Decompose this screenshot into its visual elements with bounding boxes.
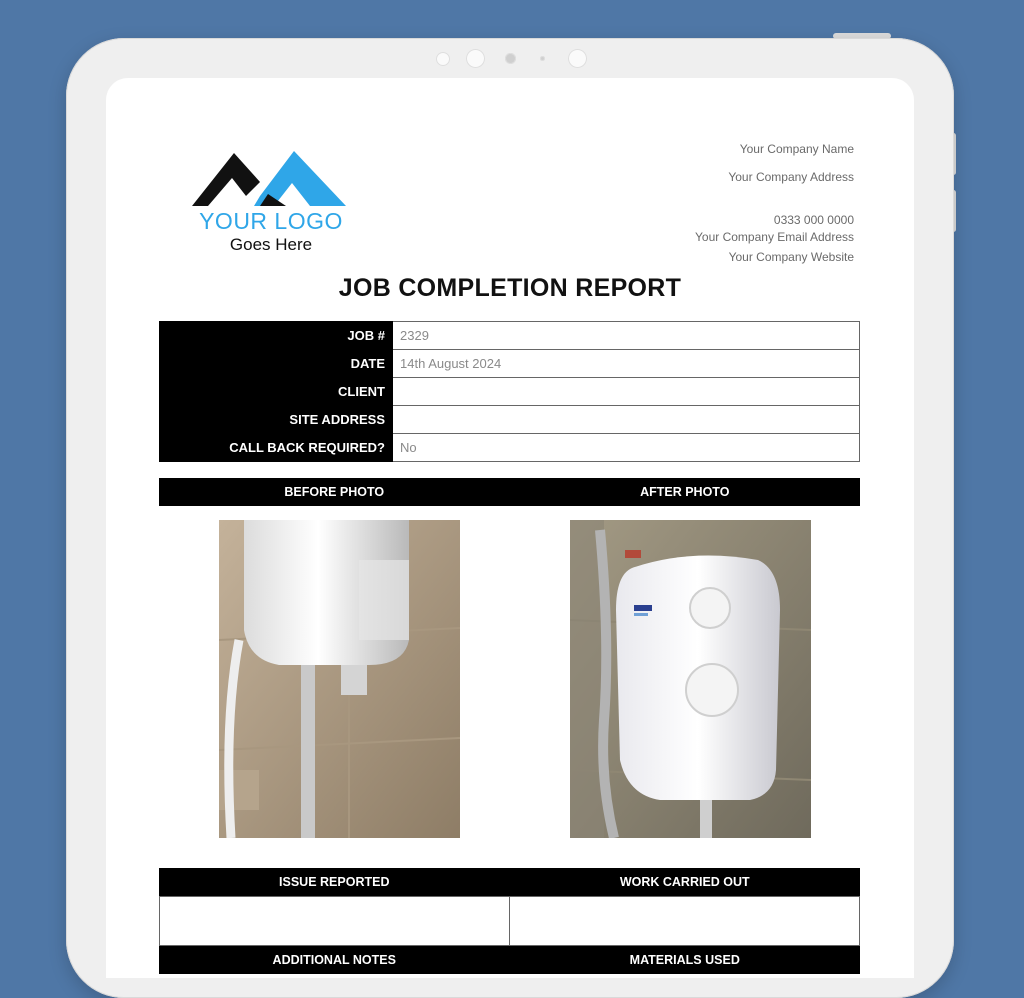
notes-materials-header-bar — [159, 946, 860, 974]
materials-used-label: MATERIALS USED — [629, 953, 740, 967]
table-row — [160, 350, 860, 378]
table-row — [160, 322, 860, 350]
field-label: JOB # — [160, 322, 393, 350]
issue-reported-field[interactable] — [160, 897, 509, 945]
field-label: CLIENT — [160, 378, 393, 406]
logo-text-primary: YOUR LOGO — [199, 208, 343, 234]
document-page — [106, 78, 914, 978]
company-website: Your Company Website — [728, 250, 854, 264]
table-row — [160, 378, 860, 406]
after-photo-label: AFTER PHOTO — [640, 485, 730, 499]
work-carried-out-label: WORK CARRIED OUT — [619, 875, 750, 889]
company-email: Your Company Email Address — [695, 230, 854, 244]
company-name: Your Company Name — [739, 142, 854, 156]
job-number-value[interactable]: 2329 — [393, 322, 860, 350]
sensor-dot — [466, 49, 485, 68]
site-address-value[interactable] — [393, 406, 860, 434]
field-label: DATE — [160, 350, 393, 378]
report-title: JOB COMPLETION REPORT — [338, 274, 682, 302]
before-photo[interactable] — [219, 520, 460, 838]
logo-text-secondary: Goes Here — [229, 235, 313, 254]
after-photo[interactable] — [570, 520, 811, 838]
work-carried-out-field[interactable] — [509, 897, 859, 945]
sensor-dot — [436, 52, 450, 66]
call-back-value[interactable]: No — [393, 434, 860, 462]
photo-header-bar — [159, 478, 860, 506]
table-row — [160, 434, 860, 462]
field-label: SITE ADDRESS — [160, 406, 393, 434]
issue-work-header-bar — [159, 868, 860, 896]
additional-notes-label: ADDITIONAL NOTES — [272, 953, 396, 967]
company-phone: 0333 000 0000 — [773, 213, 854, 227]
company-address: Your Company Address — [728, 170, 854, 184]
issue-work-fields — [159, 896, 860, 946]
field-label: CALL BACK REQUIRED? — [160, 434, 393, 462]
issue-reported-label: ISSUE REPORTED — [279, 875, 390, 889]
client-value[interactable] — [393, 378, 860, 406]
sensor-dot — [540, 56, 545, 61]
date-value[interactable]: 14th August 2024 — [393, 350, 860, 378]
table-row — [160, 406, 860, 434]
sensor-dot — [568, 49, 587, 68]
camera-lens — [505, 53, 516, 64]
job-info-table — [159, 321, 860, 462]
before-photo-label: BEFORE PHOTO — [284, 485, 385, 499]
